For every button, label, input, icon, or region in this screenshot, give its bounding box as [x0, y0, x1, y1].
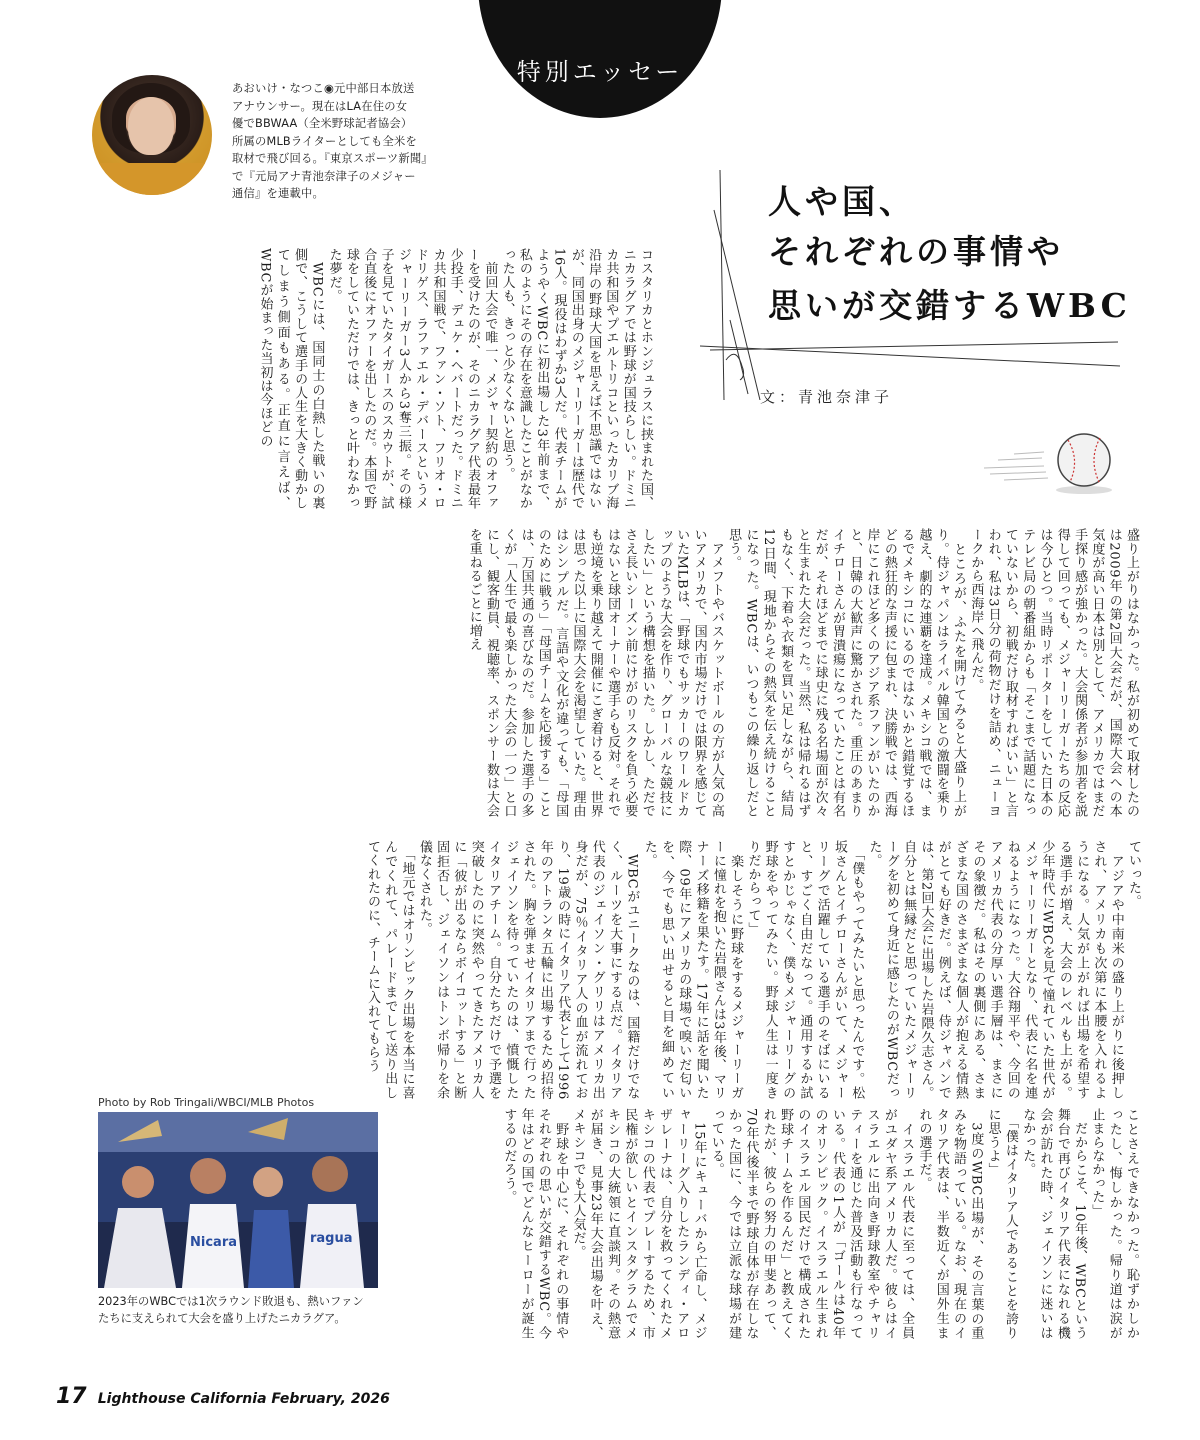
fans-photo — [98, 1112, 378, 1288]
publication-name: Lighthouse California February, 2026 — [97, 1391, 390, 1407]
baseball-illustration — [984, 420, 1124, 494]
photo-caption: 2023年のWBCでは1次ラウンド敗退も、熱いファン たちに支えられて大会を盛り上げたニカラグア。 — [98, 1295, 364, 1325]
photo-credit: Photo by Rob Tringali/WBCI/MLB Photos — [98, 1096, 315, 1109]
page-number: 17 — [56, 1384, 87, 1409]
section-label: 特別エッセー — [516, 58, 684, 86]
headline-line-1: 人や国、 — [768, 182, 916, 221]
article-column-3: ていった。 アジアや中南米の盛り上がりに後押しされ、アメリカも次第に本腰を入れるようになる。人気が上がれば出場を希望する選手が増え、大会のレベルも上がる。少年時代にWBCを見て憧れていた世代がメジャーリーガーとなり、代表に名を連ねるようになった。大谷翔平や、今回のアメリカ代表の分厚い選手層は、まさにその象徴だ。私はその裏側にある、さまざまな国のさまざまな個人が抱える情熱がとても好きだ。例えば、侍ジャパンでは、第2回大会に出場した岩隈久志さん。自分とは無縁だと思っていたメジャーリーグを初めて身近に感じたのがWBCだった。 「僕もやってみたいと思ったんです。松坂さんとイチローさんがいて、メジャーリーグで活躍している選手のそばにいると、すごく自由だなって。通用するか試すとかじゃなく、僕もメジャーリーグの野球をやってみたい。野球人生は一度きりだからって」 楽しそうに野球をするメジャーリーガーに憧れを抱いた岩隈さんは3年後、マリナーズ移籍を果たす。17年に話を聞いた際、09年にアメリカの球場で嗅いだ匂いを、今でも思い出せると目を細めていた。 WBCがユニークなのは、国籍だけでなく、ルーツを大事にする点だ。イタリア代表のジェイソン・グリリはアメリカ出身だが、75％イタリア人の血が流れており、19歳の時にイタリア代表として1996年のアトランタ五輪に出場するため招待された。胸を弾ませイタリアまで行ったジェイソンを待っていたのは、憤慨したイタリアチーム。自分たちだけで予選を突破したのに突然やってきたアメリカ人に「彼が出るならボイコットする」と断固拒否し、ジェイソンはトンボ帰りを余儀なくされた。 「地元ではオリンピック出場を本当に喜んでくれて、パレードまでして送り出してくれたのに、チームに入れてもらう — [364, 840, 1141, 1100]
article-column-4: ことさえできなかった。恥ずかしかったし、悔しかった。帰り道は涙が止まらなかった」 だからこそ、10年後、WBCという舞台で再びイタリア代表になれる機会が訪れた時、ジェイソンに迷いはなかった。 「僕はイタリア人であることを誇りに思うよ」 3度のWBC出場が、その言葉の重みを物語っている。なお、現在のイタリア代表は、半数近くが国外生まれの選手だ。 イスラエル代表に至っては、全員がユダヤ系アメリカ人だ。彼らはイスラエルに出向き野球教室やチャリティーを通じた普及活動も行なっている。代表の1人が「ゴールは40年のオリンピック。イスラエル生まれのイスラエル国民だけで構成された野球チームを作るんだ」と教えてくれたが、彼らの努力の甲斐あって、70年代後半まで野球自体が存在しなかった国に、今では立派な球場が建っている。 15年にキューバから亡命し、メジャーリーグ入りしたランディ・アロザレーナは、自分を救ってくれたメキシコの代表でプレーするため、市民権が欲しいとインスタグラムでメキシコの大統領に直談判。その熱意が届き、見事23年大会出場を叶え、メキシコでも大人気だ。 野球を中心に、それぞれの事情やそれぞれの思いが交錯するWBC。今年はどの国でどんなヒーローが誕生するのだろう。 — [501, 1108, 1139, 1340]
headline-line-2: それぞれの事情や — [768, 232, 1064, 271]
byline: 文：青池奈津子 — [760, 388, 894, 406]
author-bio: あおいけ・なつこ◉元中部日本放送 アナウンサー。現在はLA在住の女 優でBBWAA（全米野球記者協会） 所属のMLBライターとしても全米を 取材で飛び回る。『東京スポーツ新聞』 で『元局アナ青池奈津子のメジャー 通信』を連載中。 — [232, 82, 433, 200]
jersey-text-2: ragua — [310, 1231, 353, 1246]
page-footer — [56, 1384, 390, 1409]
author-avatar — [92, 75, 212, 195]
article-column-1: コスタリカとホンジュラスに挟まれた国、ニカラグアでは野球が国技らしい。ドミニカ共和国やプエルトリコといったカリブ海沿岸の野球大国を思えば不思議ではないが、同国出身のメジャーリーガーは歴代で16人。現役はわずか3人だ。代表チームがようやくWBCに初出場した3年前まで、私のようにその存在を意識したことがなかった人も、きっと少なくないと思う。 前回大会で唯一、メジャー契約のオファーを受けたのが、そのニカラグア代表最年少投手、デュケ・ヘバートだった。ドミニカ共和国戦で、ファン・ソト、フリオ・ロドリゲス、ラファエル・デバースというメジャーリーガー3人から3奪三振。その様子を見ていたタイガースのスカウトが、試合直後にオファーを出したのだ。本国で野球をしていただけでは、きっと叶わなかった夢だ。 WBCには、国同士の白熱した戦いの裏側で、こうして選手の人生を大きく動かしてしまう側面もある。正直に言えば、WBCが始まった当初は今ほどの — [257, 248, 653, 510]
jersey-text-1: Nicara — [190, 1235, 237, 1250]
headline-line-3: 思いが交錯するWBC — [768, 286, 1131, 325]
article-column-2: 盛り上がりはなかった。私が初めて取材したのは2009年の第2回大会だが、国際大会への本気度が高い日本は別として、アメリカではまだ手探り感が強かった。大会関係者が参加者を説得して回っても、メジャーリーガーたちの反応は今ひとつ。当時リポーターをしていた日本のテレビ局の朝番組からも「そこまで話題になっていないから、初戦だけ取材すればいい」と言われ、私は3日分の荷物だけを詰め、ニューヨークから西海岸へ飛んだ。 ところが、ふたを開けてみると大盛り上がり。侍ジャパンはライバル韓国との激闘を乗り越え、劇的な連覇を達成。メキシコ戦では、まるでメキシコにいるのではないかと錯覚するほどの熱狂的な声援に包まれ、決勝戦では、西海岸にこれほど多くのアジア系ファンがいたのかと、日韓の大歓声に驚かされた。重圧のあまりイチローさんが胃潰瘍になっていたことは有名だが、それほどまでに球史に残る名場面が次々と生まれた大会だった。当然、私は帰れるはずもなく、下着や衣類を買い足しながら、結局12日間、現地からその熱気を伝え続けることになった。WBCは、いつもこの繰り返しだと思う。 アメフトやバスケットボールの方が人気の高いアメリカで、国内市場だけでは限界を感じていたMLBは、「野球でもサッカーのワールドカップのような大会を作り、グローバルな競技にしたい」という構想を描いた。しかし、ただでさえ長いシーズン前にけがのリスクを負う必要はないと球団オーナーや選手らも反対。それでも逆境を乗り越えて開催にこぎ着けると、世界は思った以上に国際大会を渇望していた。理由はシンプルだ。言語や文化が違っても、「母国のために戦う」「母国チームを応援する」ことは、万国共通の喜びなのだ。参加した選手の多くが「人生で最も楽しかった大会の一つ」と口にし、観客動員、視聴率、スポンサー数は大会を重ねるごとに増え — [466, 528, 1139, 818]
